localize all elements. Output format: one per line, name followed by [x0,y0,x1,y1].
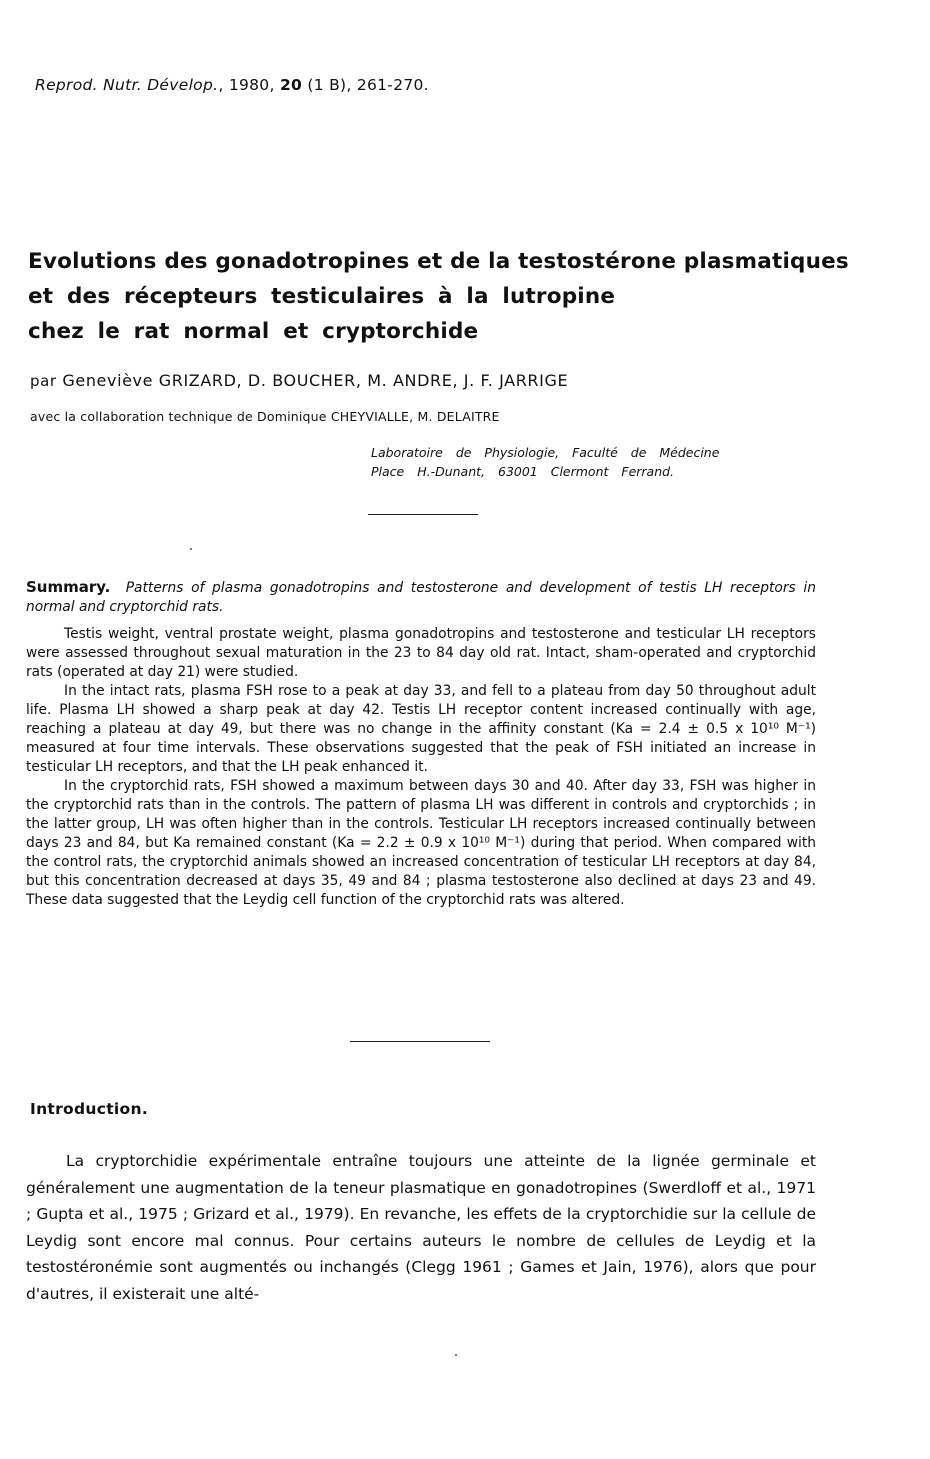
title-line-2: et des récepteurs testiculaires à la lutropine [28,284,616,309]
authors-line [30,371,568,390]
affiliation [371,443,719,481]
journal-issue-pages: (1 B), 261-270. [307,76,429,94]
speck-mark [190,548,192,550]
summary-section [26,578,816,910]
summary-heading: Summary. [26,578,111,596]
journal-year: 1980 [228,76,270,94]
title-line-1: Evolutions des gonadotropines et de la testostérone plasmatiques [28,249,849,274]
authors-names: Geneviève GRIZARD, D. BOUCHER, M. ANDRE, J. F. JARRIGE [62,371,569,390]
technical-collaboration: avec la collaboration technique de Dominique CHEYVIALLE, M. DELAITRE [30,409,500,424]
speck-mark-bottom [455,1354,457,1356]
journal-year-separator: , [218,76,229,94]
summary-divider [350,1041,490,1042]
summary-paragraph-3: In the cryptorchid rats, FSH showed a maximum between days 30 and 40. After day 33, FSH was higher in the cryptorchid rats than in the controls. The pattern of plasma LH was different in controls and cryptorchids ; in the latter group, LH was often higher than in the controls. Testicular LH receptors increased continually between days 23 and 84, but Ka remained constant (Ka = 2.2 ± 0.9 x 10¹⁰ M⁻¹) during that period. When compared with the control rats, the cryptorchid animals showed an increased concentration of testicular LH receptors at day 84, but this concentration decreased at days 35, 49 and 84 ; plasma testosterone also declined at days 23 and 49. These data suggested that the Leydig cell function of the cryptorchid rats was altered. [26,778,816,908]
affiliation-line-1: Laboratoire de Physiologie, Faculté de Médecine [371,445,720,460]
summary-paragraph-2: In the intact rats, plasma FSH rose to a peak at day 33, and fell to a plateau from day 50 throughout adult life. Plasma LH showed a sharp peak at day 42. Testis LH receptor content increased continually with age, reaching a plateau at day 49, but there was no change in the affinity constant (Ka = 2.4 ± 0.5 x 10¹⁰ M⁻¹) measured at four time intervals. These observations suggested that the peak of FSH initiated an increase in testicular LH receptors, and that the LH peak enhanced it. [26,683,816,775]
article-title [28,244,908,349]
summary-paragraph-1: Testis weight, ventral prostate weight, plasma gonadotropins and testosterone and testicular LH receptors were assessed throughout sexual maturation in the 23 to 84 day old rat. Intact, sham-operated and cryptorchid rats (operated at day 21) were studied. [26,626,816,680]
introduction-paragraph-1: La cryptorchidie expérimentale entraîne toujours une atteinte de la lignée germinale et généralement une augmentation de la teneur plasmatique en gonadotropines (Swerdloff et al., 1971 ; Gupta et al., 1975 ; Grizard et al., 1979). En revanche, les effets de la cryptorchidie sur la cellule de Leydig sont encore mal connus. Pour certains auteurs le nombre de cellules de Leydig et la testostéronémie sont augmentés ou inchangés (Clegg 1961 ; Games et Jain, 1976), alors que pour d'autres, il existerait une alté- [26,1152,816,1303]
affiliation-line-2: Place H.-Dunant, 63001 Clermont Ferrand. [371,464,675,479]
journal-name: Reprod. Nutr. Dévelop. [35,76,219,94]
title-line-3: chez le rat normal et cryptorchide [28,319,479,344]
summary-lead [26,578,816,617]
introduction-heading: Introduction. [30,1100,149,1118]
journal-volume: 20 [279,76,303,94]
journal-citation: Reprod. Nutr. Dévelop., 1980, 20 (1 B), 261-270. [35,76,429,94]
header-divider [368,514,478,515]
summary-subtitle: Patterns of plasma gonadotropins and testosterone and development of testis LH receptors in normal and cryptorchid rats. [26,580,816,615]
introduction-section [26,1148,816,1307]
authors-prefix: par [30,372,57,390]
